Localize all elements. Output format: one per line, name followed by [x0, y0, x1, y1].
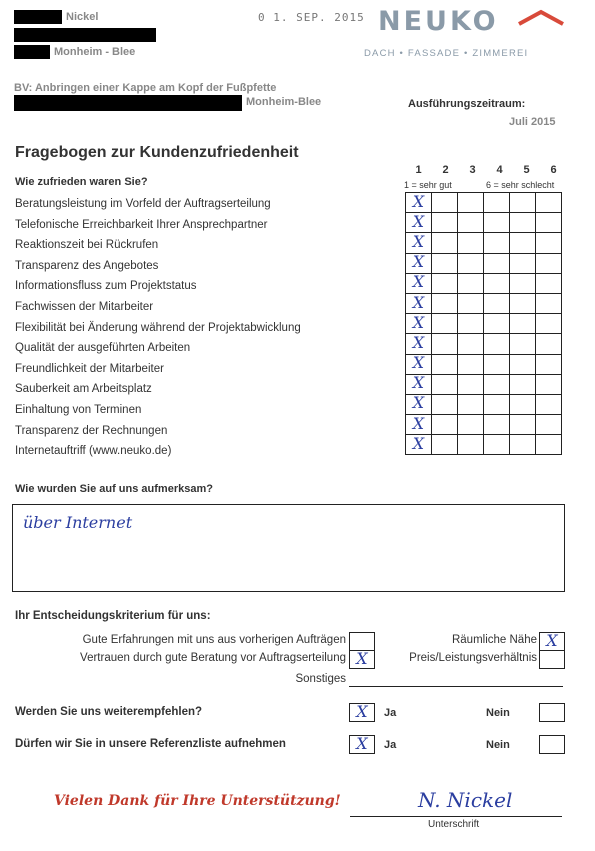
- rating-cell[interactable]: [432, 293, 458, 313]
- rating-grid: [405, 192, 562, 455]
- rating-question-label: Reaktionszeit bei Rückrufen: [15, 239, 159, 252]
- rating-cell[interactable]: [432, 213, 458, 233]
- check-mark: X: [412, 413, 425, 433]
- check-mark: X: [412, 292, 425, 312]
- rating-cell[interactable]: [432, 435, 458, 455]
- rating-cell[interactable]: [510, 314, 536, 334]
- rating-question-label: Fachwissen der Mitarbeiter: [15, 301, 154, 313]
- rating-question-label: Beratungsleistung im Vorfeld der Auftragserteilung: [15, 198, 271, 210]
- check-mark: X: [412, 272, 425, 292]
- rating-cell[interactable]: [458, 273, 484, 293]
- check-mark: X: [412, 373, 425, 393]
- rating-cell[interactable]: [510, 415, 536, 435]
- recommend-no-label: Nein: [486, 707, 510, 719]
- rating-cell[interactable]: [458, 293, 484, 313]
- rating-cell[interactable]: [484, 193, 510, 213]
- rating-cell[interactable]: [484, 233, 510, 253]
- rating-cell[interactable]: [536, 374, 562, 394]
- rating-cell[interactable]: [510, 273, 536, 293]
- criteria-price-label: Preis/Leistungsverhältnis: [409, 652, 537, 664]
- check-mark: X: [412, 393, 425, 413]
- check-mark: X: [412, 231, 425, 251]
- rating-cell[interactable]: [510, 394, 536, 414]
- rating-cell[interactable]: [432, 334, 458, 354]
- rating-row: [406, 354, 562, 374]
- signature: N. Nickel: [418, 788, 513, 812]
- rating-cell[interactable]: [406, 293, 432, 313]
- source-answer-box[interactable]: [12, 504, 565, 592]
- rating-cell[interactable]: [406, 213, 432, 233]
- recommend-question: Werden Sie uns weiterempfehlen?: [15, 706, 203, 718]
- rating-cell[interactable]: [484, 354, 510, 374]
- check-mark: X: [412, 353, 425, 373]
- rating-row: [406, 273, 562, 293]
- redaction-bar: [14, 10, 62, 24]
- logo-subtitle: DACH • FASSADE • ZIMMEREI: [364, 48, 529, 59]
- rating-cell[interactable]: [510, 374, 536, 394]
- rating-cell[interactable]: [458, 435, 484, 455]
- rating-question-label: Transparenz des Angebotes: [15, 259, 159, 272]
- rating-cell[interactable]: [536, 435, 562, 455]
- rating-cell[interactable]: [510, 334, 536, 354]
- source-answer: über Internet: [23, 513, 133, 532]
- scale-number: 2: [442, 164, 449, 176]
- rating-cell[interactable]: [484, 253, 510, 273]
- rating-cell[interactable]: [406, 253, 432, 273]
- rating-cell[interactable]: [458, 334, 484, 354]
- rating-row: [406, 435, 562, 455]
- rating-question-label: Sauberkeit am Arbeitsplatz: [15, 383, 152, 396]
- rating-cell[interactable]: [510, 435, 536, 455]
- criteria-trust-checkbox[interactable]: [349, 650, 375, 669]
- rating-cell[interactable]: [406, 233, 432, 253]
- rating-cell[interactable]: [510, 233, 536, 253]
- rating-cell[interactable]: [536, 273, 562, 293]
- rating-cell[interactable]: [432, 415, 458, 435]
- rating-cell[interactable]: [536, 293, 562, 313]
- rating-cell[interactable]: [458, 253, 484, 273]
- rating-cell[interactable]: [536, 253, 562, 273]
- criteria-experience-label: Gute Erfahrungen mit uns aus vorherigen Aufträgen: [82, 634, 346, 646]
- criteria-proximity-checkbox[interactable]: [539, 632, 565, 651]
- rating-cell[interactable]: [510, 253, 536, 273]
- rating-cell[interactable]: [484, 293, 510, 313]
- check-mark: X: [412, 252, 425, 272]
- scale-legend-good: 1 = sehr gut: [404, 180, 452, 190]
- rating-cell[interactable]: [406, 394, 432, 414]
- check-mark: X: [546, 631, 558, 650]
- rating-cell[interactable]: [406, 435, 432, 455]
- period-label: Ausführungszeitraum:: [408, 98, 526, 110]
- recommend-yes-checkbox[interactable]: [349, 703, 375, 722]
- logo-roof-icon: [515, 8, 567, 37]
- date-stamp: 0 1. SEP. 2015: [258, 11, 365, 24]
- rating-cell[interactable]: [458, 415, 484, 435]
- check-mark: X: [356, 702, 368, 721]
- rating-cell[interactable]: [536, 394, 562, 414]
- rating-cell[interactable]: [536, 233, 562, 253]
- rating-cell[interactable]: [432, 354, 458, 374]
- recommend-no-checkbox[interactable]: [539, 703, 565, 722]
- rating-question-label: Internetauftriff (www.neuko.de): [15, 445, 172, 458]
- rating-cell[interactable]: [458, 193, 484, 213]
- rating-cell[interactable]: [536, 415, 562, 435]
- criteria-title: Ihr Entscheidungskriterium für uns:: [15, 610, 211, 622]
- rating-cell[interactable]: [484, 374, 510, 394]
- rating-cell[interactable]: [432, 233, 458, 253]
- source-question: Wie wurden Sie auf uns aufmerksam?: [15, 483, 213, 495]
- rating-cell[interactable]: [510, 213, 536, 233]
- reference-no-label: Nein: [486, 739, 510, 751]
- rating-cell[interactable]: [536, 193, 562, 213]
- rating-question-label: Transparenz der Rechnungen: [15, 424, 168, 437]
- rating-row: [406, 213, 562, 233]
- project-description: BV: Anbringen einer Kappe am Kopf der Fußpfette: [14, 82, 277, 94]
- rating-row: [406, 233, 562, 253]
- rating-cell[interactable]: [406, 374, 432, 394]
- rating-cell[interactable]: [484, 314, 510, 334]
- rating-cell[interactable]: [536, 334, 562, 354]
- criteria-other-line[interactable]: [349, 686, 563, 687]
- rating-row: [406, 394, 562, 414]
- rating-cell[interactable]: [458, 233, 484, 253]
- rating-cell[interactable]: [484, 435, 510, 455]
- rating-cell[interactable]: [406, 354, 432, 374]
- form-title: Fragebogen zur Kundenzufriedenheit: [15, 144, 299, 161]
- reference-question: Dürfen wir Sie in unsere Referenzliste aufnehmen: [15, 738, 286, 750]
- rating-question-label: Informationsfluss zum Projektstatus: [15, 280, 197, 293]
- scale-number: 4: [496, 164, 503, 176]
- reference-no-checkbox[interactable]: [539, 735, 565, 754]
- rating-cell[interactable]: [432, 394, 458, 414]
- scale-number: 5: [523, 164, 530, 176]
- check-mark: X: [412, 433, 425, 453]
- rating-cell[interactable]: [432, 193, 458, 213]
- rating-cell[interactable]: [458, 374, 484, 394]
- rating-question-label: Freundlichkeit der Mitarbeiter: [15, 362, 164, 375]
- rating-row: [406, 374, 562, 394]
- customer-name: Nickel: [66, 11, 99, 23]
- rating-cell[interactable]: [510, 293, 536, 313]
- redaction-bar: [14, 28, 156, 42]
- customer-town: Monheim - Blee: [54, 46, 136, 58]
- rating-row: [406, 334, 562, 354]
- rating-cell[interactable]: [406, 273, 432, 293]
- check-mark: X: [412, 211, 425, 231]
- rating-cell[interactable]: [536, 354, 562, 374]
- rating-cell[interactable]: [432, 374, 458, 394]
- rating-cell[interactable]: [406, 193, 432, 213]
- rating-row: [406, 193, 562, 213]
- rating-cell[interactable]: [432, 253, 458, 273]
- rating-cell[interactable]: [484, 273, 510, 293]
- check-mark: X: [412, 332, 425, 352]
- thank-you-note: Vielen Dank für Ihre Unterstützung!: [54, 793, 341, 809]
- signature-label: Unterschrift: [428, 819, 480, 830]
- scale-number: 6: [550, 164, 557, 176]
- rating-question-label: Flexibilität bei Änderung während der Projektabwicklung: [15, 321, 301, 334]
- check-mark: X: [356, 734, 368, 753]
- rating-cell[interactable]: [458, 314, 484, 334]
- rating-cell[interactable]: [536, 314, 562, 334]
- rating-question-label: Qualität der ausgeführten Arbeiten: [15, 342, 191, 355]
- signature-line: [350, 816, 562, 817]
- rating-cell[interactable]: [432, 314, 458, 334]
- rating-question-label: Telefonische Erreichbarkeit Ihrer Ansprechpartner: [15, 218, 268, 231]
- criteria-other-label: Sonstiges: [295, 673, 346, 685]
- company-logo: NEUKO: [378, 6, 499, 37]
- check-mark: X: [412, 191, 425, 211]
- rating-cell[interactable]: [458, 213, 484, 233]
- rating-cell[interactable]: [458, 394, 484, 414]
- rating-cell[interactable]: [484, 213, 510, 233]
- satisfaction-question: Wie zufrieden waren Sie?: [15, 176, 148, 188]
- rating-cell[interactable]: [484, 415, 510, 435]
- rating-cell[interactable]: [458, 354, 484, 374]
- check-mark: X: [356, 649, 368, 668]
- criteria-price-checkbox[interactable]: [539, 650, 565, 669]
- reference-yes-checkbox[interactable]: [349, 735, 375, 754]
- rating-row: [406, 415, 562, 435]
- period-value: Juli 2015: [509, 116, 556, 128]
- criteria-proximity-label: Räumliche Nähe: [451, 634, 537, 646]
- rating-cell[interactable]: [536, 213, 562, 233]
- rating-row: [406, 293, 562, 313]
- criteria-trust-label: Vertrauen durch gute Beratung vor Auftragserteilung: [80, 652, 346, 664]
- rating-question-label: Einhaltung von Terminen: [15, 404, 142, 416]
- rating-row: [406, 314, 562, 334]
- rating-row: [406, 253, 562, 273]
- rating-cell[interactable]: [406, 415, 432, 435]
- recommend-yes-label: Ja: [384, 707, 397, 719]
- rating-cell[interactable]: [484, 394, 510, 414]
- rating-cell[interactable]: [432, 273, 458, 293]
- check-mark: X: [412, 312, 425, 332]
- scale-legend-bad: 6 = sehr schlecht: [486, 180, 555, 190]
- redaction-bar: [14, 45, 50, 59]
- scale-number: 1: [415, 164, 422, 176]
- rating-cell[interactable]: [406, 334, 432, 354]
- rating-cell[interactable]: [510, 354, 536, 374]
- reference-yes-label: Ja: [384, 739, 397, 751]
- project-town: Monheim-Blee: [246, 96, 322, 108]
- scale-number: 3: [469, 164, 476, 176]
- rating-cell[interactable]: [484, 334, 510, 354]
- redaction-bar: [14, 95, 242, 111]
- rating-cell[interactable]: [406, 314, 432, 334]
- scale-header: [405, 164, 567, 176]
- rating-cell[interactable]: [510, 193, 536, 213]
